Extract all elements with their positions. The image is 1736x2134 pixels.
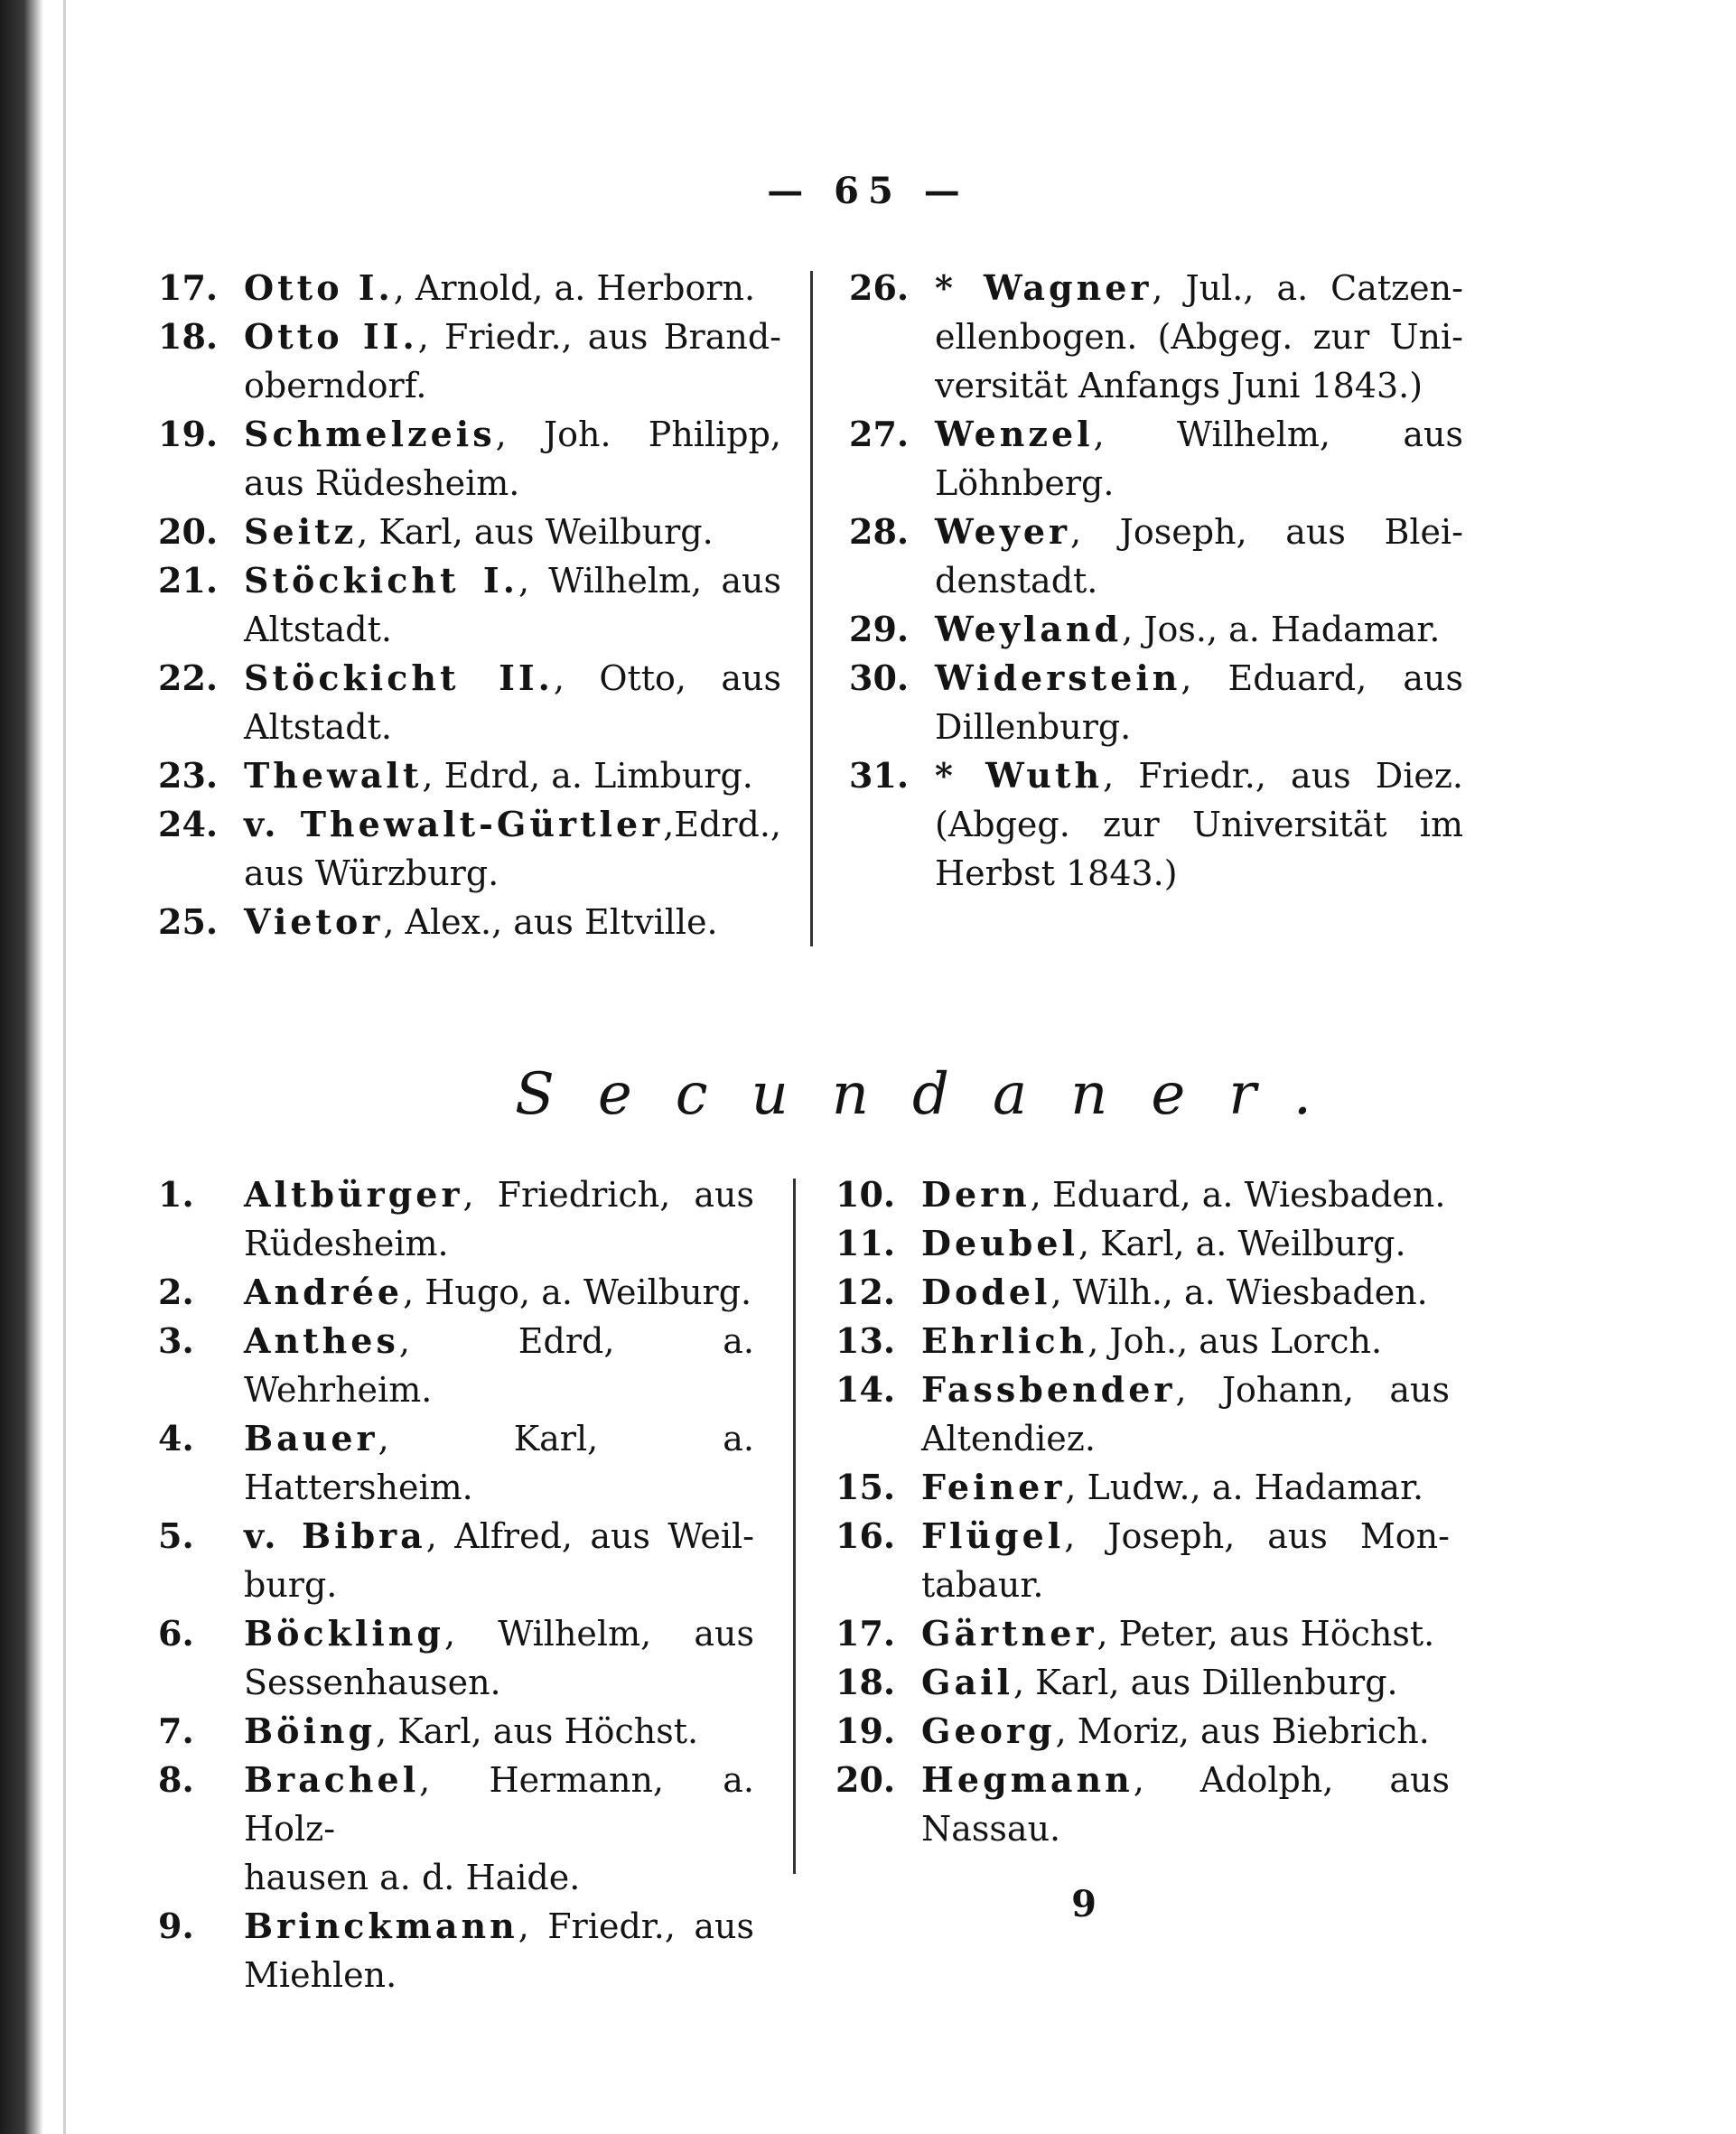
- printer-signature: 9: [1071, 1883, 1097, 1925]
- entry-text: [921, 1365, 1450, 1463]
- entry-line: [244, 361, 781, 410]
- entry-details: aus Rüdesheim.: [244, 463, 520, 503]
- list-item: [158, 1902, 754, 1999]
- entry-text: [244, 264, 781, 312]
- entry-number: 15.: [835, 1467, 896, 1507]
- entry-line: [244, 1512, 754, 1561]
- lower-left-column: [158, 1170, 754, 1999]
- list-item: [158, 410, 781, 508]
- list-item: [158, 751, 781, 800]
- entry-details: aus Würzburg.: [244, 853, 499, 893]
- entry-number: 11.: [835, 1223, 896, 1263]
- student-name: Otto II.: [244, 316, 418, 357]
- entry-details: , Joseph, aus Blei-: [1070, 512, 1463, 552]
- entry-details: Dillenburg.: [935, 707, 1132, 747]
- entry-number: 31.: [849, 755, 910, 796]
- list-item: [158, 800, 781, 898]
- student-name: Vietor: [244, 901, 384, 942]
- entry-line: [244, 1902, 754, 1951]
- entry-details: , Friedrich, aus: [462, 1175, 754, 1215]
- entry-number: 13.: [835, 1320, 896, 1361]
- entry-number: 28.: [849, 511, 910, 552]
- entry-details: , Alfred, aus Weil-: [425, 1516, 754, 1556]
- student-name: Widerstein: [935, 657, 1181, 698]
- entry-number: 24.: [158, 804, 219, 844]
- student-name: Anthes: [244, 1320, 399, 1361]
- entry-text: [921, 1463, 1450, 1512]
- entry-details: tabaur.: [921, 1565, 1044, 1605]
- list-item: [835, 1707, 1450, 1756]
- entry-line: [935, 605, 1463, 654]
- entry-details: , Hugo, a. Weilburg.: [403, 1272, 752, 1312]
- entry-number: 9.: [158, 1906, 194, 1946]
- entry-details: , Karl, a. Weilburg.: [1078, 1224, 1406, 1263]
- entry-details: , Joh. Philipp,: [495, 415, 781, 454]
- entry-number: 14.: [835, 1369, 896, 1410]
- student-name: Dodel: [921, 1272, 1051, 1312]
- entry-details: denstadt.: [935, 561, 1098, 601]
- entry-text: [921, 1170, 1450, 1219]
- entry-line: [244, 1658, 754, 1707]
- list-item: [158, 1317, 754, 1414]
- upper-column-rule: [810, 271, 813, 946]
- entry-number: 8.: [158, 1759, 194, 1800]
- entry-line: [244, 1609, 754, 1658]
- entry-number: 30.: [849, 657, 910, 698]
- entry-text: [244, 1609, 754, 1707]
- entry-line: [921, 1463, 1450, 1512]
- entry-text: [935, 508, 1463, 605]
- entry-number: 18.: [158, 316, 219, 357]
- student-name: Thewalt: [244, 755, 423, 796]
- entry-number: 5.: [158, 1515, 194, 1556]
- upper-left-column: [158, 264, 781, 946]
- student-name: Flügel: [921, 1515, 1065, 1556]
- student-name: Böckling: [244, 1613, 444, 1654]
- entry-number: 19.: [835, 1710, 896, 1751]
- list-item: [158, 1268, 754, 1317]
- entry-text: [244, 800, 781, 898]
- list-item: [849, 410, 1463, 508]
- entry-number: 2.: [158, 1272, 194, 1312]
- student-name: Altbürger: [244, 1174, 463, 1215]
- entry-line: [921, 1756, 1450, 1804]
- entry-number: 27.: [849, 414, 910, 454]
- lower-column-rule: [793, 1179, 796, 1874]
- entry-line: [921, 1512, 1450, 1561]
- entry-line: [244, 751, 781, 800]
- student-name: v. Thewalt-Gürtler: [244, 804, 664, 844]
- entry-text: [935, 264, 1463, 410]
- entry-line: [935, 459, 1463, 508]
- entry-details: Altendiez.: [921, 1419, 1096, 1458]
- student-name: Seitz: [244, 511, 358, 552]
- entry-number: 10.: [835, 1174, 896, 1215]
- list-item: [835, 1365, 1450, 1463]
- list-item: [835, 1658, 1450, 1707]
- entry-details: , Alex., aus Eltville.: [383, 902, 718, 942]
- list-item: [835, 1170, 1450, 1219]
- entry-line: [244, 264, 781, 312]
- student-name: Brinckmann: [244, 1906, 518, 1946]
- student-name: Ehrlich: [921, 1320, 1088, 1361]
- entry-line: [935, 800, 1463, 849]
- entry-line: [244, 1853, 754, 1902]
- entry-text: [921, 1317, 1450, 1365]
- page-number: — 65 —: [767, 170, 969, 212]
- entry-number: 4.: [158, 1418, 194, 1458]
- entry-number: 16.: [835, 1515, 896, 1556]
- entry-line: [921, 1609, 1450, 1658]
- entry-details: (Abgeg. zur Universität im: [935, 805, 1463, 844]
- entry-line: [921, 1268, 1450, 1317]
- entry-text: [921, 1658, 1450, 1707]
- entry-details: ,Edrd.,: [663, 805, 781, 844]
- entry-details: , Peter, aus Höchst.: [1097, 1614, 1435, 1654]
- list-item: [158, 898, 781, 946]
- entry-text: [921, 1609, 1450, 1658]
- entry-line: [244, 508, 781, 556]
- student-name: Wenzel: [935, 414, 1094, 454]
- entry-line: [244, 849, 781, 898]
- list-item: [158, 1609, 754, 1707]
- student-name: Bauer: [244, 1418, 378, 1458]
- entry-number: 19.: [158, 414, 219, 454]
- entry-line: [935, 508, 1463, 556]
- entry-details: , Joseph, aus Mon-: [1064, 1516, 1450, 1556]
- entry-line: [244, 800, 781, 849]
- entry-details: , Johann, aus: [1175, 1370, 1450, 1410]
- list-item: [849, 508, 1463, 605]
- entry-details: , Wilhelm, aus: [1093, 415, 1463, 454]
- list-item: [158, 1170, 754, 1268]
- entry-details: , Edrd, a. Limburg.: [422, 756, 753, 796]
- list-item: [849, 751, 1463, 898]
- entry-line: [244, 1561, 754, 1609]
- entry-text: [244, 410, 781, 508]
- entry-line: [244, 459, 781, 508]
- entry-text: [935, 605, 1463, 654]
- entry-details: , Jos., a. Hadamar.: [1122, 610, 1441, 649]
- entry-text: [244, 1512, 754, 1609]
- entry-details: Nassau.: [921, 1809, 1061, 1849]
- student-name: Dern: [921, 1174, 1031, 1215]
- entry-text: [921, 1707, 1450, 1756]
- entry-text: [244, 1317, 754, 1414]
- entry-line: [244, 410, 781, 459]
- entry-details: , Karl, a. Hattersheim.: [244, 1419, 754, 1507]
- student-name: Gärtner: [921, 1613, 1097, 1654]
- entry-number: 3.: [158, 1320, 194, 1361]
- entry-details: , Karl, aus Höchst.: [376, 1711, 699, 1751]
- entry-details: , Friedr., aus: [518, 1906, 754, 1946]
- entry-line: [935, 264, 1463, 312]
- student-name: Feiner: [921, 1467, 1066, 1507]
- list-item: [835, 1463, 1450, 1512]
- entry-details: versität Anfangs Juni 1843.): [935, 366, 1423, 405]
- list-item: [158, 1414, 754, 1512]
- entry-text: [921, 1512, 1450, 1609]
- entry-details: , Ludw., a. Hadamar.: [1065, 1468, 1424, 1507]
- entry-line: [921, 1365, 1450, 1414]
- entry-line: [935, 410, 1463, 459]
- entry-number: 6.: [158, 1613, 194, 1654]
- entry-text: [244, 1902, 754, 1999]
- entry-line: [244, 605, 781, 654]
- list-item: [158, 508, 781, 556]
- entry-details: , Friedr., aus Diez.: [1103, 756, 1463, 796]
- entry-line: [921, 1658, 1450, 1707]
- list-item: [835, 1219, 1450, 1268]
- list-item: [835, 1512, 1450, 1609]
- list-item: [158, 312, 781, 410]
- list-item: [158, 1512, 754, 1609]
- entry-line: [244, 654, 781, 703]
- list-item: [835, 1609, 1450, 1658]
- student-name: Weyer: [935, 511, 1071, 552]
- entry-line: [935, 703, 1463, 751]
- entry-text: [244, 1756, 754, 1902]
- entry-line: [921, 1219, 1450, 1268]
- entry-details: Löhnberg.: [935, 463, 1115, 503]
- entry-line: [244, 556, 781, 605]
- entry-line: [244, 1268, 754, 1317]
- entry-line: [244, 1414, 754, 1512]
- entry-line: [935, 654, 1463, 703]
- list-item: [849, 264, 1463, 410]
- entry-details: , Hermann, a. Holz-: [244, 1760, 754, 1849]
- entry-text: [244, 508, 781, 556]
- student-name: v. Bibra: [244, 1515, 426, 1556]
- entry-details: , Karl, aus Dillenburg.: [1013, 1663, 1398, 1702]
- entry-line: [921, 1317, 1450, 1365]
- entry-line: [935, 751, 1463, 800]
- entry-number: 20.: [835, 1759, 896, 1800]
- entry-text: [244, 751, 781, 800]
- entry-line: [921, 1707, 1450, 1756]
- entry-details: Sessenhausen.: [244, 1663, 501, 1702]
- entry-line: [921, 1414, 1450, 1463]
- entry-line: [244, 312, 781, 361]
- entry-details: , Karl, aus Weilburg.: [357, 512, 714, 552]
- entry-line: [921, 1561, 1450, 1609]
- entry-line: [244, 1707, 754, 1756]
- entry-line: [935, 556, 1463, 605]
- entry-line: [921, 1170, 1450, 1219]
- student-name: Otto I.: [244, 267, 394, 308]
- gutter-edge: [63, 0, 66, 2134]
- student-name: Schmelzeis: [244, 414, 496, 454]
- entry-details: Herbst 1843.): [935, 853, 1178, 893]
- entry-text: [244, 1707, 754, 1756]
- student-name: Böing: [244, 1710, 377, 1751]
- entry-text: [244, 1170, 754, 1268]
- entry-text: [935, 654, 1463, 751]
- student-name: Stöckicht I.: [244, 560, 518, 601]
- student-name: Deubel: [921, 1223, 1078, 1263]
- entry-details: , Wilh., a. Wiesbaden.: [1050, 1272, 1428, 1312]
- entry-details: ellenbogen. (Abgeg. zur Uni-: [935, 317, 1463, 357]
- entry-number: 17.: [158, 267, 219, 308]
- entry-text: [935, 410, 1463, 508]
- entry-text: [921, 1219, 1450, 1268]
- entry-number: 20.: [158, 511, 219, 552]
- entry-details: Altstadt.: [244, 707, 392, 747]
- entry-line: [244, 1170, 754, 1219]
- list-item: [158, 556, 781, 654]
- book-gutter: [0, 0, 43, 2134]
- entry-line: [935, 361, 1463, 410]
- entry-line: [921, 1804, 1450, 1853]
- entry-details: hausen a. d. Haide.: [244, 1858, 581, 1897]
- student-name: Stöckicht II.: [244, 657, 554, 698]
- entry-line: [244, 898, 781, 946]
- list-item: [158, 1707, 754, 1756]
- entry-line: [935, 312, 1463, 361]
- entry-number: 23.: [158, 755, 219, 796]
- entry-line: [244, 1756, 754, 1853]
- entry-number: 17.: [835, 1613, 896, 1654]
- student-name: Hegmann: [921, 1759, 1134, 1800]
- entry-number: 21.: [158, 560, 219, 601]
- entry-details: Miehlen.: [244, 1955, 397, 1995]
- list-item: [835, 1317, 1450, 1365]
- upper-right-column: [849, 264, 1463, 898]
- student-name: Weyland: [935, 609, 1123, 649]
- entry-details: , Arnold, a. Herborn.: [393, 268, 756, 308]
- student-name: Brachel: [244, 1759, 420, 1800]
- entry-number: 22.: [158, 657, 219, 698]
- entry-details: , Wilhelm, aus: [444, 1614, 754, 1654]
- section-heading: Secundaner.: [515, 1061, 1356, 1128]
- entry-number: 1.: [158, 1174, 194, 1215]
- student-name: Gail: [921, 1662, 1013, 1702]
- list-item: [158, 264, 781, 312]
- entry-details: , Moriz, aus Biebrich.: [1055, 1711, 1430, 1751]
- entry-details: Rüdesheim.: [244, 1224, 449, 1263]
- entry-details: , Joh., aus Lorch.: [1087, 1321, 1383, 1361]
- entry-number: 12.: [835, 1272, 896, 1312]
- entry-text: [921, 1268, 1450, 1317]
- list-item: [849, 605, 1463, 654]
- entry-text: [244, 1268, 754, 1317]
- entry-text: [244, 312, 781, 410]
- entry-number: 7.: [158, 1710, 194, 1751]
- entry-text: [244, 898, 781, 946]
- student-name: * Wagner: [935, 267, 1153, 308]
- entry-line: [244, 1951, 754, 1999]
- entry-text: [244, 654, 781, 751]
- entry-details: , Eduard, a. Wiesbaden.: [1030, 1175, 1446, 1215]
- entry-line: [244, 703, 781, 751]
- entry-text: [935, 751, 1463, 898]
- list-item: [158, 1756, 754, 1902]
- student-name: * Wuth: [935, 755, 1104, 796]
- entry-details: , Wilhelm, aus: [518, 561, 781, 601]
- entry-details: , Eduard, aus: [1181, 658, 1463, 698]
- student-name: Andrée: [244, 1272, 404, 1312]
- entry-details: , Otto, aus: [553, 658, 781, 698]
- list-item: [835, 1756, 1450, 1853]
- entry-details: , Edrd, a. Wehrheim.: [244, 1321, 754, 1410]
- lower-right-column: [835, 1170, 1450, 1853]
- entry-number: 26.: [849, 267, 910, 308]
- entry-details: , Friedr., aus Brand-: [417, 317, 782, 357]
- list-item: [158, 654, 781, 751]
- list-item: [835, 1268, 1450, 1317]
- entry-line: [244, 1317, 754, 1414]
- student-name: Fassbender: [921, 1369, 1176, 1410]
- entry-text: [244, 556, 781, 654]
- student-name: Georg: [921, 1710, 1056, 1751]
- list-item: [849, 654, 1463, 751]
- entry-details: , Adolph, aus: [1133, 1760, 1450, 1800]
- entry-details: burg.: [244, 1565, 338, 1605]
- entry-details: , Jul., a. Catzen-: [1152, 268, 1463, 308]
- entry-line: [935, 849, 1463, 898]
- entry-number: 25.: [158, 901, 219, 942]
- entry-details: Altstadt.: [244, 610, 392, 649]
- entry-text: [244, 1414, 754, 1512]
- entry-text: [921, 1756, 1450, 1853]
- entry-number: 18.: [835, 1662, 896, 1702]
- entry-details: oberndorf.: [244, 366, 427, 405]
- entry-number: 29.: [849, 609, 910, 649]
- entry-line: [244, 1219, 754, 1268]
